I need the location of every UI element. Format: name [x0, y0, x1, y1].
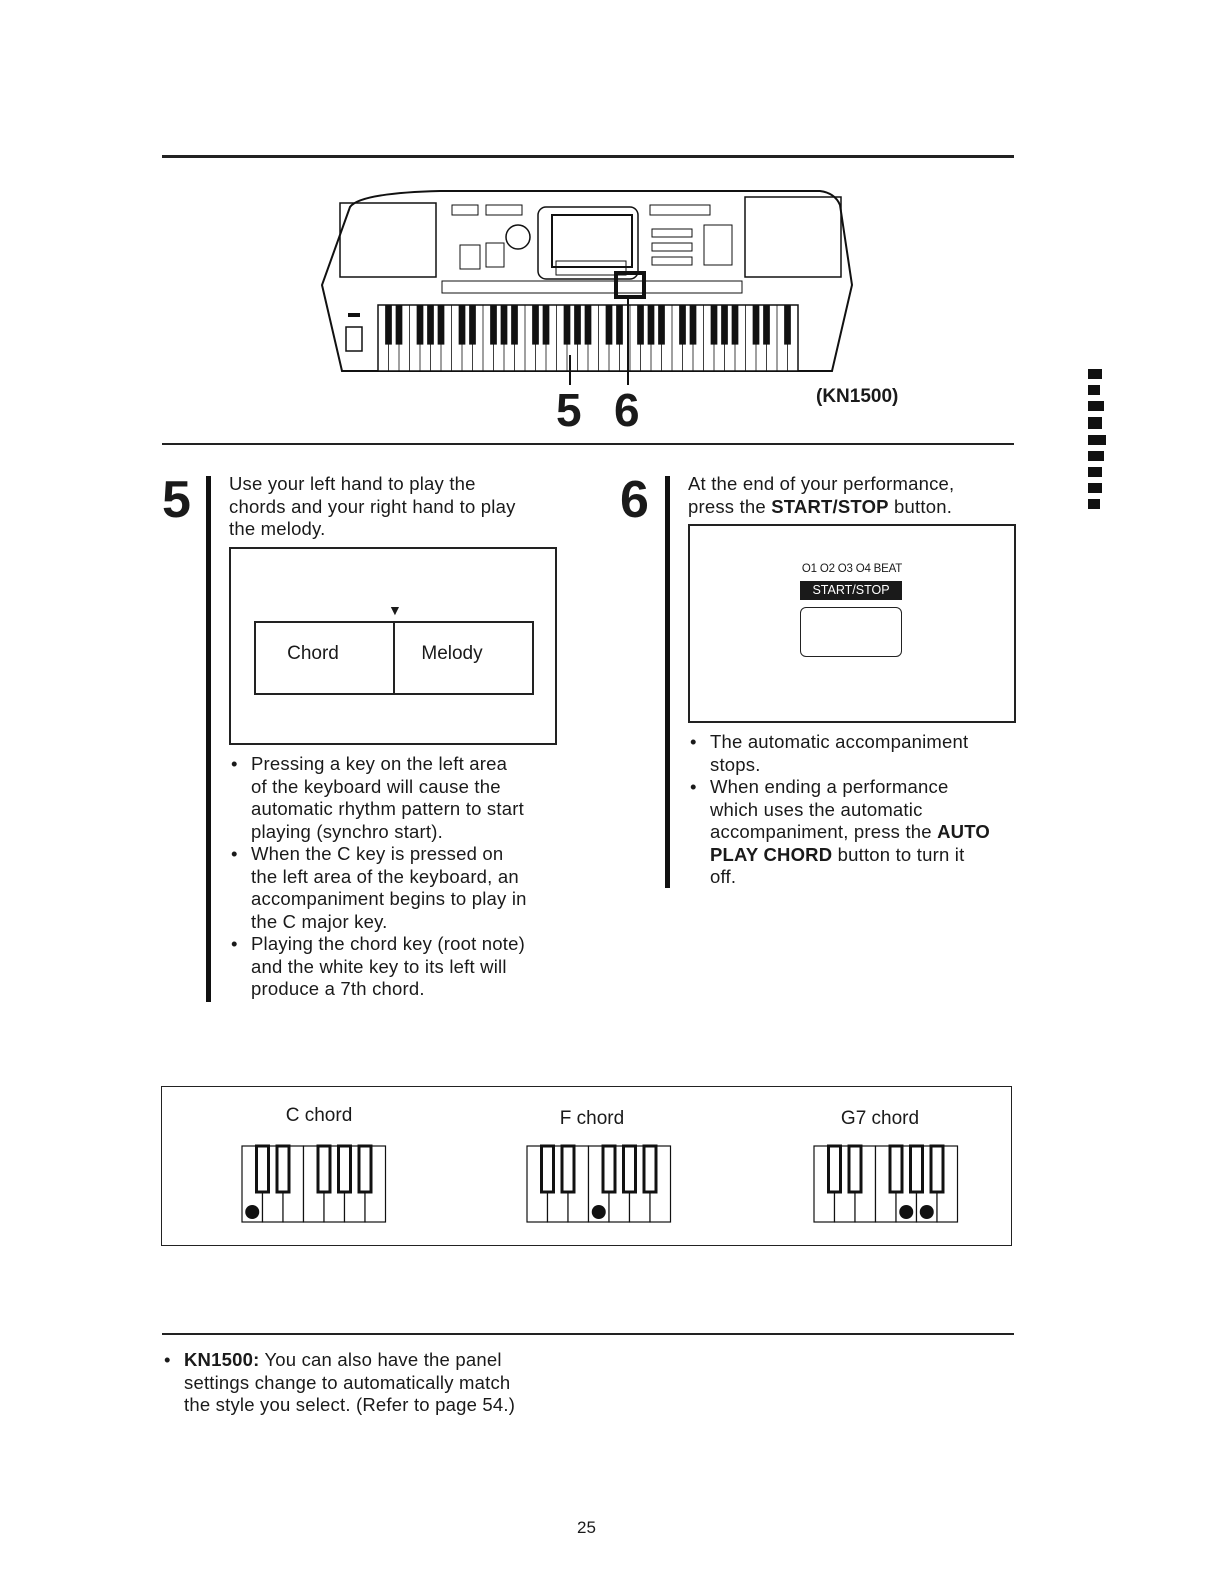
- black-key: [624, 1146, 636, 1192]
- model-label: (KN1500): [816, 386, 899, 407]
- list-item: • Playing the chord key (root note) and the white key to its left will produce a 7th chord.: [229, 933, 569, 1001]
- pressed-key-dot: [592, 1205, 606, 1219]
- step-5-number: 5: [162, 471, 191, 529]
- top-rule: [162, 155, 1014, 158]
- split-point-arrow-icon: ▼: [388, 602, 402, 618]
- chord-label-f: F chord: [559, 1108, 625, 1129]
- kn1500-note: [162, 1349, 582, 1417]
- chord-label-c: C chord: [285, 1105, 353, 1126]
- start-stop-label: START/STOP: [800, 581, 902, 600]
- black-key: [644, 1146, 656, 1192]
- step-6-bar: [665, 476, 670, 888]
- list-item: • Pressing a key on the left area of the keyboard will cause the automatic rhythm pattern to start playing (synchro start).: [229, 753, 569, 843]
- start-stop-button[interactable]: [800, 607, 902, 657]
- black-key: [849, 1146, 861, 1192]
- black-key: [542, 1146, 554, 1192]
- step-5-bullets: [229, 753, 569, 1001]
- list-item: • The automatic accompaniment stops.: [688, 731, 1018, 776]
- black-key: [277, 1146, 289, 1192]
- note-rule: [162, 1333, 1014, 1335]
- black-key: [359, 1146, 371, 1192]
- step-6-bullets: [688, 731, 1018, 889]
- callout-6: 6: [614, 384, 640, 436]
- black-key: [829, 1146, 841, 1192]
- c-chord-keyboard: [241, 1144, 391, 1224]
- step-5-intro: Use your left hand to play the chords and your right hand to play the melody.: [229, 473, 516, 539]
- black-key: [603, 1146, 615, 1192]
- step-5-bar: [206, 476, 211, 1002]
- chord-label-g7: G7 chord: [840, 1108, 920, 1129]
- pressed-key-dot: [899, 1205, 913, 1219]
- section-rule: [162, 443, 1014, 445]
- pressed-key-dot: [920, 1205, 934, 1219]
- pressed-key-dot: [245, 1205, 259, 1219]
- index-tab-marks: [1086, 365, 1122, 515]
- black-key: [562, 1146, 574, 1192]
- keyboard-illustration: [320, 185, 860, 430]
- g7-chord-keyboard: [813, 1144, 963, 1224]
- list-item: • KN1500: You can also have the panel settings change to automatically match the style you select. (Refer to page 54.): [162, 1349, 582, 1417]
- f-chord-keyboard: [526, 1144, 676, 1224]
- melody-area-label: Melody: [421, 643, 483, 664]
- list-item: • When ending a performance which uses the automatic accompaniment, press the AUTO PLAY CHORD button to turn it off.: [688, 776, 1018, 889]
- chord-area-label: Chord: [287, 643, 339, 664]
- black-key: [339, 1146, 351, 1192]
- page-number: 25: [577, 1518, 596, 1537]
- black-key: [257, 1146, 269, 1192]
- list-item: • When the C key is pressed on the left area of the keyboard, an accompaniment begins to play in the C major key.: [229, 843, 569, 933]
- black-key: [890, 1146, 902, 1192]
- callout-5: 5: [556, 384, 582, 436]
- step-6-number: 6: [620, 471, 649, 529]
- black-key: [318, 1146, 330, 1192]
- beat-indicator-label: O1 O2 O3 O4 BEAT: [801, 563, 903, 575]
- black-key: [931, 1146, 943, 1192]
- black-key: [911, 1146, 923, 1192]
- step-6-intro: At the end of your performance, press the START/STOP button.: [688, 473, 955, 517]
